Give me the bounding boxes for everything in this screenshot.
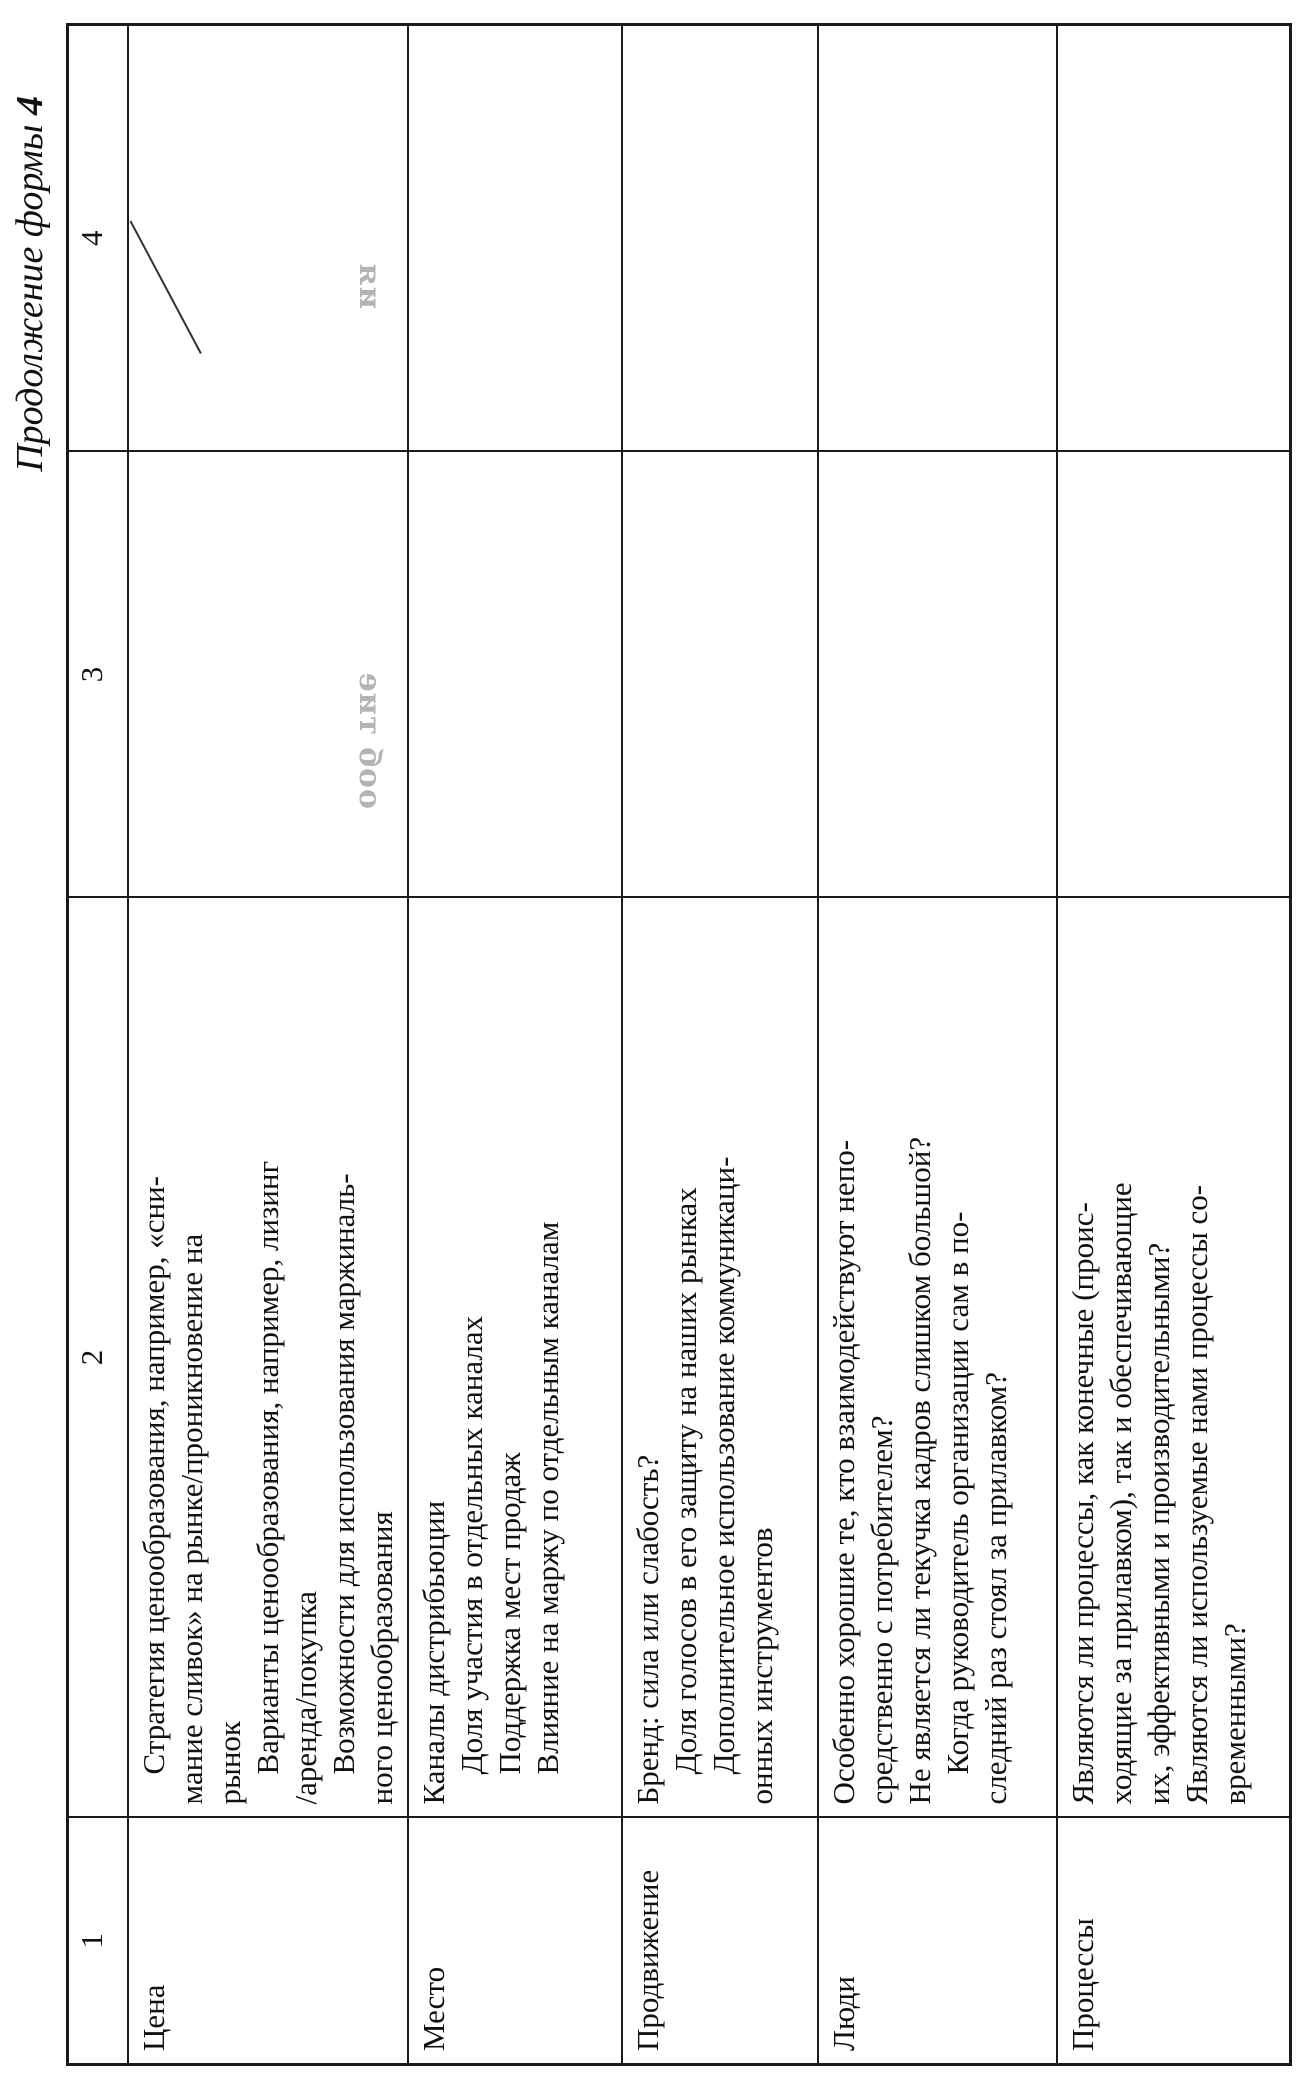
row-label: Продвижение [622,1818,818,2065]
row-label: Люди [818,1818,1057,2065]
description-line: рынок [212,1721,247,1805]
description-line: Возможности для использования маржиналь- [326,1173,361,1775]
form-caption [8,96,52,472]
description-line: мание сливок» на рынке/проникновение на [174,1233,209,1805]
description-line: Бренд: сила или слабость? [630,1454,665,1805]
description-line: Каналы дистрибьюции [416,1500,451,1805]
description-line: онных инструментов [744,1527,779,1805]
header-col-2: 2 [68,898,129,1818]
description-line: средственно с потребителем? [864,1415,899,1805]
row-description [1057,898,1291,1818]
description-line: их, эффективными и производительными? [1141,1242,1176,1805]
header-col-3: 3 [68,452,129,898]
description-line: Являются ли используемые нами процессы со- [1179,1184,1214,1805]
bleed-stamp-col3: ooб тие [352,671,387,809]
description-line: Доля участия в отдельных каналах [454,1315,489,1775]
row-label: Цена [128,1818,408,2065]
description-line: Доля голосов в его защиту на наших рынках [668,1187,703,1775]
description-line: временными? [1217,1623,1252,1805]
row-cell-3 [818,452,1057,898]
row-label: Процессы [1057,1818,1291,2065]
description-line: Когда руководитель организации сам в по- [940,1211,975,1775]
table-row-tsena [128,25,408,2065]
row-cell-3 [622,452,818,898]
form-caption-text: Продолжение формы [9,124,51,472]
table-row-mesto [408,25,622,2065]
row-cell-3 [408,452,622,898]
row-description [818,898,1057,1818]
description-line: /аренда/покупка [288,1590,323,1805]
row-description [622,898,818,1818]
table-row-prodvizhenie [622,25,818,2065]
row-cell-4 [622,25,818,452]
description-line: Стратегия ценообразования, например, «сни- [136,1176,171,1775]
description-line: Дополнительное использование коммуникаци- [706,1156,741,1775]
header-row [68,25,129,2065]
description-line: Особенно хорошие те, кто взаимодействуют непо- [826,1139,861,1805]
table-row-protsessy [1057,25,1291,2065]
description-line: следний раз стоял за прилавком? [978,1372,1013,1805]
description-line: Поддержка мест продаж [492,1452,527,1775]
form-table [66,23,1292,2066]
table-row-lyudi [818,25,1057,2065]
row-cell-4 [128,25,408,452]
header-col-1: 1 [68,1818,129,2065]
row-cell-4 [818,25,1057,452]
row-label: Место [408,1818,622,2065]
description-line: Не является ли текучка кадров слишком большой? [902,1136,937,1805]
form-caption-number: 4 [9,96,51,115]
row-cell-3 [1057,452,1291,898]
description-line: Влияние на маржу по отдельным каналам [530,1221,565,1775]
description-line: ного ценообразования [364,1511,399,1805]
description-line: Являются ли процессы, как конечные (проис- [1065,1202,1100,1805]
header-col-4: 4 [68,25,129,452]
description-line: ходящие за прилавком), так и обеспечивающие [1103,1182,1138,1805]
row-description [408,898,622,1818]
bleed-stamp-col4: ия [352,262,387,309]
row-cell-4 [408,25,622,452]
description-line: Варианты ценообразования, например, лизинг [250,1160,285,1775]
row-cell-4 [1057,25,1291,452]
row-description [128,898,408,1818]
